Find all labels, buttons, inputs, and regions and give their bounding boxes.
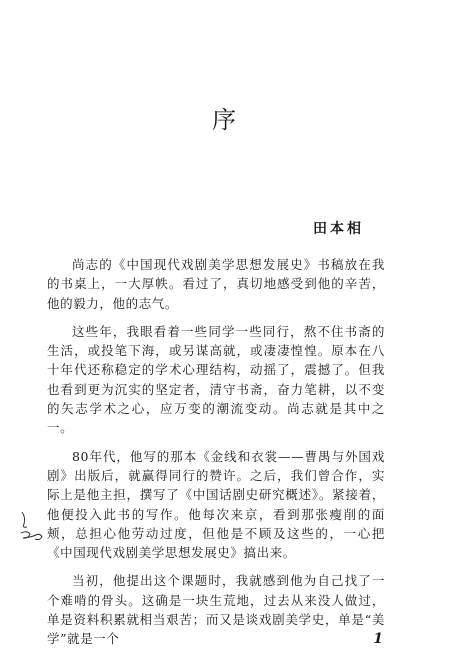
handwritten-margin-note <box>18 508 48 544</box>
paragraph: 尚志的《中国现代戏剧美学思想发展史》书稿放在我的书桌上，一大厚帙。看过了，真切地感受到他的辛苦，他的毅力，他的志气。 <box>47 257 385 311</box>
page-title: 序 <box>212 106 238 134</box>
paragraph: 当初，他提出这个课题时，我就感到他为自己找了一个难啃的骨头。这确是一块生荒地，过去从来没人做过，单是资料积累就相当艰苦；而又是谈戏剧美学史，单是“美学”就是一个 <box>47 573 385 647</box>
author-name: 田本相 <box>313 221 364 237</box>
body-text <box>47 255 385 658</box>
paragraph: 这些年，我眼看着一些同学一些同行，熬不住书斋的生活，或投笔下海，或另谋高就，或凄凄惶惶。原本在八十年代还称稳定的学术心理结构，动摇了，震撼了。但我也看到更为沉实的坚定者，清守书斋，奋力笔耕，以不变的矢志学术之心，应万变的潮流变动。尚志就是其中之一。 <box>47 323 385 436</box>
page-number: 1 <box>373 631 383 647</box>
paragraph: 80年代，他写的那本《金线和衣裳——曹禺与外国戏剧》出版后，就赢得同行的赞许。之后，我们曾合作，实际上是他主担，撰写了《中国话剧史研究概述》。紧接着，他便投入此书的写作。他每次来京，看到那张瘦削的面颊，总担心他劳动过度，但他是不顾及这些的，一心把《中国现代戏剧美学思想发展史》搞出来。 <box>47 448 385 561</box>
